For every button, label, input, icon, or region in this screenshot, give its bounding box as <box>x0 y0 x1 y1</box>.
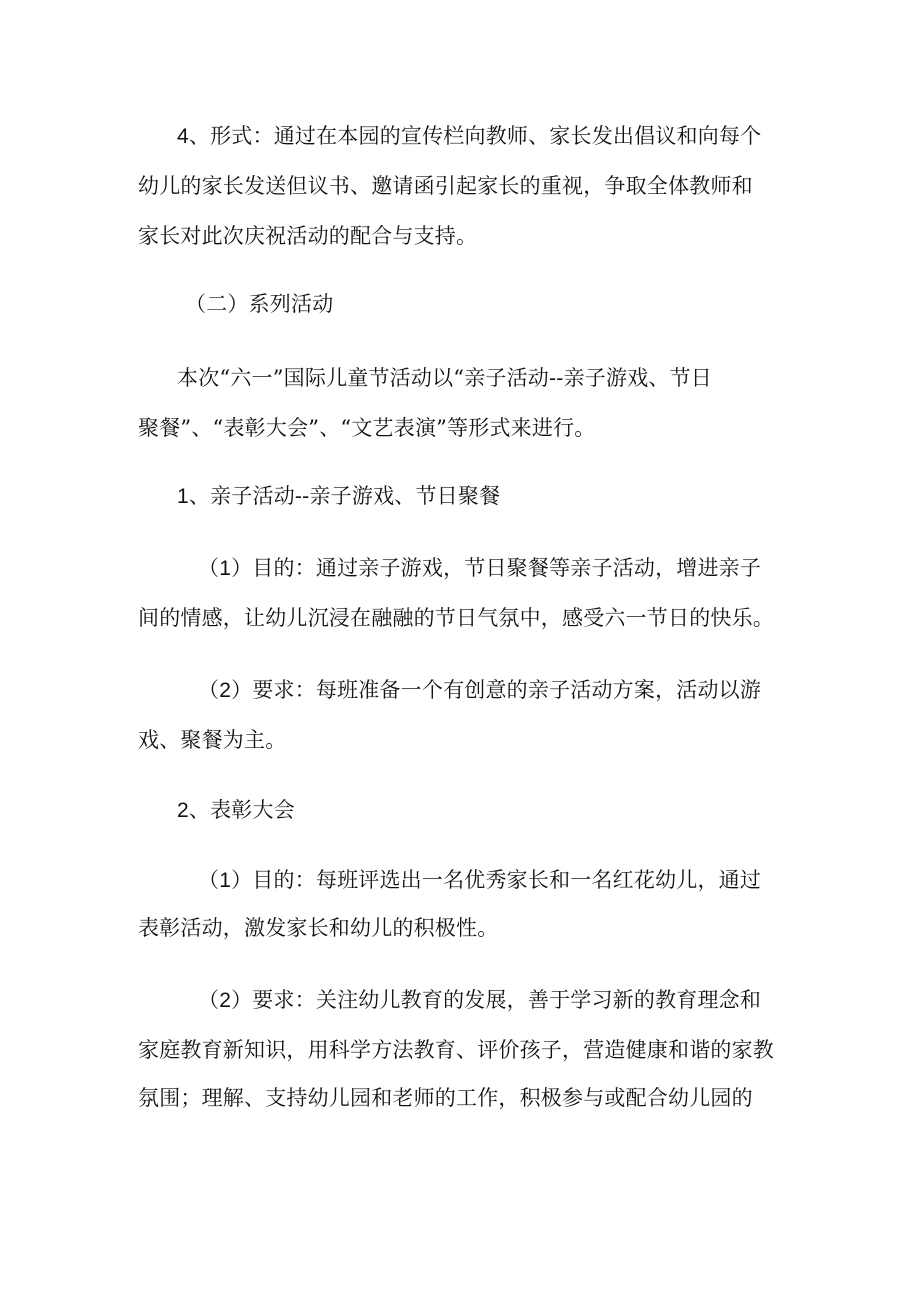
heading-text: 、表彰大会 <box>188 798 295 822</box>
item-1-heading <box>177 482 500 511</box>
item-number: 1 <box>177 485 189 508</box>
sub-number: （1） <box>198 557 253 580</box>
sub-number: （2） <box>198 679 253 702</box>
item-1-purpose-line-2: 间的情感，让幼儿沉浸在融融的节日气氛中，感受六一节日的快乐。 <box>138 606 774 630</box>
heading-text: 、亲子活动--亲子游戏、节日聚餐 <box>188 484 501 508</box>
item-1-requirement-line-1 <box>198 676 761 705</box>
item-2-purpose-line-1 <box>198 866 761 895</box>
item-number: 2 <box>177 799 189 822</box>
text: 要求：每班准备一个有创意的亲子活动方案，活动以游 <box>252 678 762 702</box>
sub-number: （2） <box>198 989 253 1012</box>
paragraph-4-line-3: 家长对此次庆祝活动的配合与支持。 <box>138 224 478 248</box>
paragraph-4-line-1 <box>177 122 761 151</box>
item-2-purpose-line-2: 表彰活动，激发家长和幼儿的积极性。 <box>138 916 499 940</box>
text: 目的：每班评选出一名优秀家长和一名红花幼儿，通过 <box>252 868 762 892</box>
item-2-heading <box>177 796 295 825</box>
item-number: 4 <box>177 125 189 148</box>
sub-number: （1） <box>198 869 253 892</box>
item-1-purpose-line-1 <box>198 554 761 583</box>
section-heading: （二）系列活动 <box>185 292 334 316</box>
intro-paragraph-line-1: 本次“六一”国际儿童节活动以“亲子活动--亲子游戏、节日 <box>177 366 712 390</box>
text: 、形式：通过在本园的宣传栏向教师、家长发出倡议和向每个 <box>188 124 762 148</box>
text: 目的：通过亲子游戏，节日聚餐等亲子活动，增进亲子 <box>252 556 762 580</box>
item-1-requirement-line-2: 戏、聚餐为主。 <box>138 728 287 752</box>
text: 要求：关注幼儿教育的发展，善于学习新的教育理念和 <box>252 988 762 1012</box>
item-2-requirement-line-3: 氛围；理解、支持幼儿园和老师的工作，积极参与或配合幼儿园的 <box>138 1086 753 1110</box>
item-2-requirement-line-2: 家庭教育新知识，用科学方法教育、评价孩子，营造健康和谐的家教 <box>138 1038 774 1062</box>
item-2-requirement-line-1 <box>198 986 761 1015</box>
paragraph-4-line-2: 幼儿的家长发送但议书、邀请函引起家长的重视，争取全体教师和 <box>138 174 753 198</box>
intro-paragraph-line-2: 聚餐”、“表彰大会”、“文艺表演”等形式来进行。 <box>138 416 596 440</box>
